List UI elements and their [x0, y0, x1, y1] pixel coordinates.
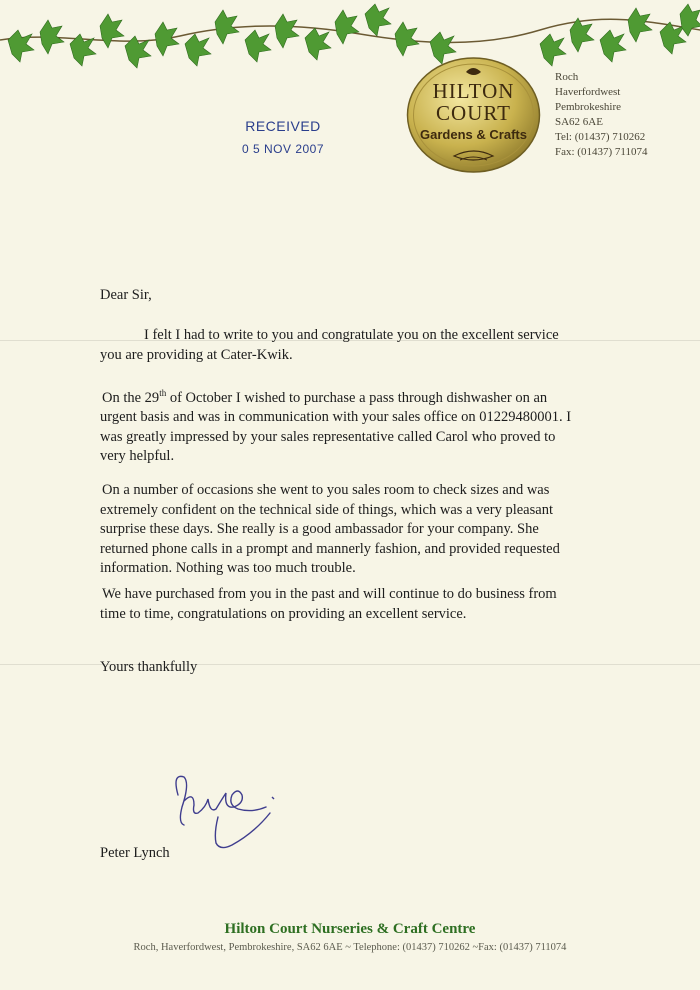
- paragraph-4: We have purchased from you in the past and will continue to do business from time to time, congratulations on providing an excellent service.: [100, 586, 557, 622]
- logo-line-court: COURT: [436, 101, 511, 125]
- address-fax: Fax: (01437) 711074: [555, 146, 648, 158]
- received-stamp: [238, 118, 328, 156]
- received-date: 0 5 NOV 2007: [241, 142, 325, 156]
- footer-company-name: Hilton Court Nurseries & Craft Centre: [224, 921, 476, 937]
- closing: Yours thankfully: [100, 659, 198, 675]
- paragraph-3: On a number of occasions she went to you sales room to check sizes and was extremely confident on the technical side of things, which was a very pleasant surprise these days. She really is a good ambassador for your company. She returned phone calls in a prompt and mannerly fashion, and provided requested information. Nothing was too much trouble.: [100, 482, 560, 576]
- address-tel: Tel: (01437) 710262: [555, 131, 646, 143]
- handwritten-signature: [160, 765, 290, 855]
- paragraph-1: I felt I had to write to you and congratulate you on the excellent service you are providing at Cater-Kwik.: [100, 327, 559, 363]
- logo-line-gardens-crafts: Gardens & Crafts: [420, 127, 527, 142]
- sender-address: [555, 70, 647, 160]
- address-line: Pembrokeshire: [555, 101, 621, 113]
- address-line: Roch: [555, 71, 579, 83]
- address-line: SA62 6AE: [555, 116, 603, 128]
- paragraph-2-start: On the 29: [102, 389, 160, 406]
- received-label: RECEIVED: [245, 118, 321, 134]
- paragraph-2: [100, 384, 580, 467]
- ivy-border-decoration: [0, 0, 700, 80]
- salutation: Dear Sir,: [100, 287, 152, 303]
- logo-text-block: [406, 56, 541, 174]
- logo-line-hilton: HILTON: [432, 79, 515, 103]
- footer-address: Roch, Haverfordwest, Pembrokeshire, SA62 6AE ~ Telephone: (01437) 710262 ~Fax: (01437) 711074: [133, 942, 567, 953]
- ordinal-suffix: th: [159, 388, 167, 398]
- address-line: Haverfordwest: [555, 86, 621, 98]
- paragraph-2-rest: of October I wished to purchase a pass through dishwasher on an urgent basis and was in communication with your sales office on 01229480001. I was greatly impressed by your sales representative called Carol who proved to very helpful.: [100, 389, 572, 465]
- signer-name: Peter Lynch: [100, 845, 170, 861]
